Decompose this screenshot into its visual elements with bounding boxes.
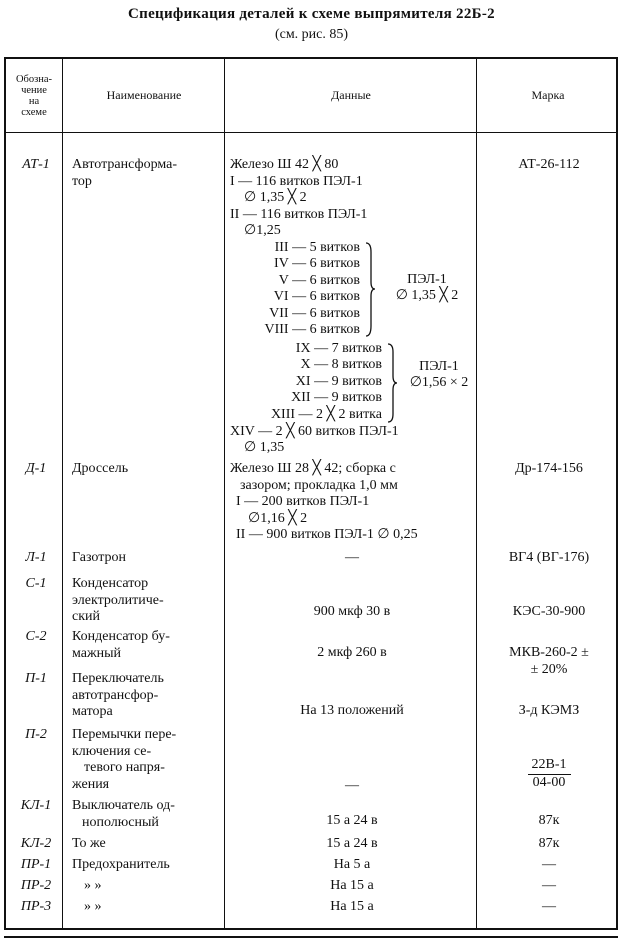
brand-numerator: 22В-1 — [528, 757, 571, 775]
row-code: КЛ-2 — [20, 836, 52, 851]
row-code: С-2 — [25, 629, 47, 644]
spec-table — [4, 57, 618, 930]
row-code: ПР-2 — [20, 878, 52, 893]
row-brand: — — [542, 857, 556, 872]
header-name: Наименование — [106, 88, 182, 102]
row-data: Железо Ш 28 ╳ 42; сборка с зазором; прокладка 1,0 мм I — 200 витков ПЭЛ-1 ∅1,16 ╳ 2 II — 900 витков ПЭЛ-1 ∅ 0,25 — [230, 461, 418, 542]
row-name: То же — [72, 836, 106, 851]
row-code: Д-1 — [25, 461, 47, 476]
row-name: » » — [84, 878, 102, 893]
row-brand: З-д КЭМЗ — [518, 703, 580, 718]
row-code: ПР-3 — [20, 899, 52, 914]
row-brand: АТ-26-112 — [518, 157, 580, 172]
row-code: С-1 — [25, 576, 47, 591]
winding-group-1: III — 5 витков IV — 6 витков V — 6 витков VI — 6 витков VII — 6 витков VIII — 6 витков ПЭЛ-1 ∅ 1,35 ╳ 2 — [264, 239, 459, 337]
row-code: П-2 — [25, 727, 47, 742]
row-brand: Др-174-156 — [515, 461, 583, 476]
bottom-rule — [4, 936, 618, 938]
header-designation: Обозна- чение на схеме — [15, 73, 53, 118]
page-subtitle: (см. рис. 85) — [274, 27, 349, 42]
row-name: Конденсатор бу- мажный — [72, 629, 170, 661]
row-data: 900 мкф 30 в — [313, 604, 391, 619]
header-brand: Марка — [531, 88, 565, 102]
row-name: Конденсатор электролитиче- ский — [72, 576, 164, 624]
row-code: ПР-1 — [20, 857, 52, 872]
row-brand: — — [542, 878, 556, 893]
column-divider — [476, 59, 477, 928]
row-data: 15 а 24 в — [326, 836, 378, 851]
row-data: 15 а 24 в — [326, 813, 378, 828]
row-code: АТ-1 — [22, 157, 50, 172]
page-title: Спецификация деталей к схеме выпрямителя 22Б-2 — [128, 6, 495, 22]
header-data: Данные — [331, 88, 371, 102]
row-name: Переключатель автотрансфор- матора — [72, 671, 164, 719]
row-name: » » — [84, 899, 102, 914]
row-data: — — [345, 778, 359, 793]
header-divider — [6, 132, 616, 133]
row-data: На 13 положений — [300, 703, 404, 718]
row-data: На 15 а — [330, 899, 374, 914]
row-brand: — — [542, 899, 556, 914]
row-brand: ВГ4 (ВГ-176) — [508, 550, 590, 565]
row-data: 2 мкф 260 в — [317, 645, 387, 660]
brace-icon — [386, 343, 398, 423]
row-brand: 87к — [538, 836, 560, 851]
row-name: Предохранитель — [72, 857, 170, 872]
row-code: П-1 — [25, 671, 47, 686]
brand-denominator: 04-00 — [532, 774, 566, 790]
row-name: Дроссель — [72, 461, 129, 476]
row-name: Выключатель од- нополюсный — [72, 798, 175, 830]
row-name: Перемычки пере- ключения се- тевого напря- жения — [72, 727, 177, 792]
row-name: Газотрон — [72, 550, 127, 565]
row-data: Железо Ш 42 ╳ 80 I — 116 витков ПЭЛ-1 ∅ 1,35 ╳ 2 II — 116 витков ПЭЛ-1 ∅1,25 III — 5 витков IV — 6 витков V — 6 витков VI — 6 витков VII — 6 витков VIII — 6 витков ПЭЛ-1 ∅ 1,35 ╳ 2 IX — 7 витков X — 8 витков XI — 9 витков XII — 9 витков XIII — 2 ╳ 2 витка ПЭЛ-1 ∅1,56 × 2 XIV — 2 ╳ 60 витков ПЭЛ-1 ∅ 1,35 — [230, 157, 476, 457]
row-name: Автотрансформа- тор — [72, 157, 177, 189]
row-brand: 87к — [538, 813, 560, 828]
row-data: На 5 а — [333, 857, 371, 872]
row-code: Л-1 — [25, 550, 47, 565]
row-brand: МКВ-260-2 ± ± 20% — [509, 645, 589, 677]
brace-icon — [364, 242, 376, 337]
row-data: На 15 а — [330, 878, 374, 893]
row-code: КЛ-1 — [20, 798, 52, 813]
row-data: — — [345, 550, 359, 565]
row-brand: КЭС-30-900 — [512, 604, 586, 619]
column-divider — [62, 59, 63, 928]
column-divider — [224, 59, 225, 928]
winding-group-2: IX — 7 витков X — 8 витков XI — 9 витков XII — 9 витков XIII — 2 ╳ 2 витка ПЭЛ-1 ∅1,56 × 2 — [270, 340, 469, 422]
row-brand — [480, 757, 618, 791]
